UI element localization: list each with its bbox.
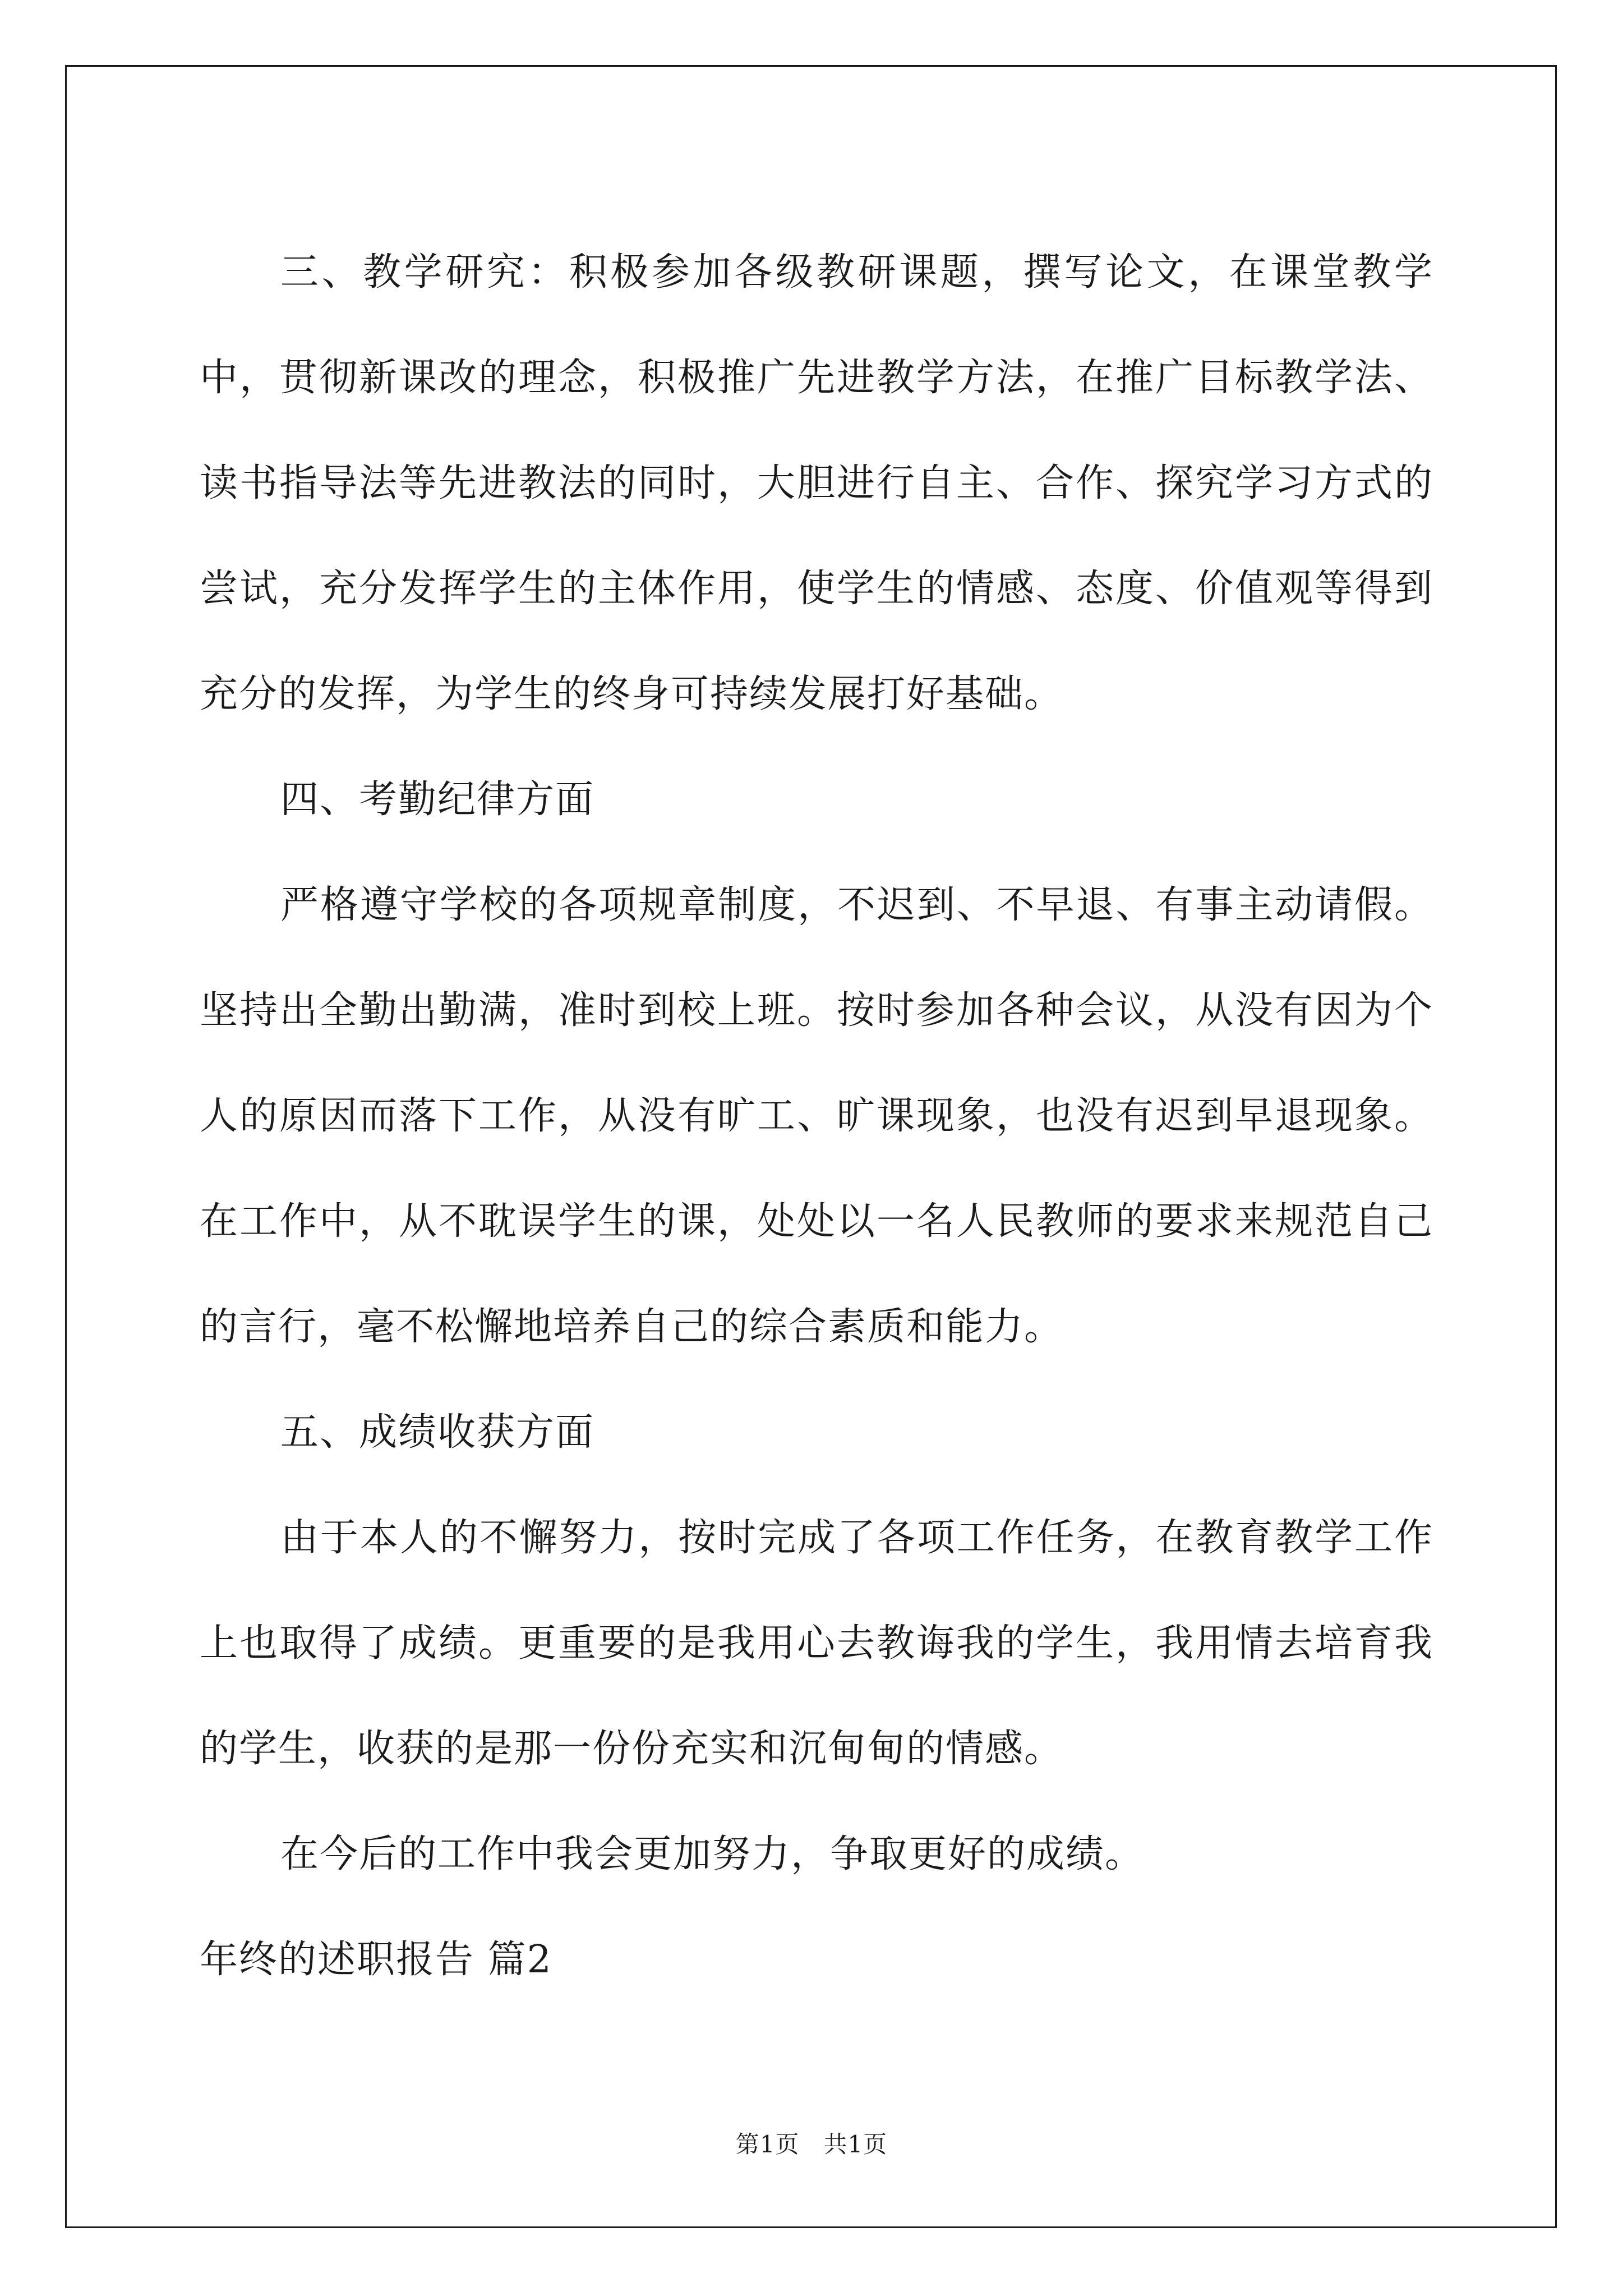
section-title-report-2: 年终的述职报告 篇2 [200,1938,552,1982]
document-body [200,220,1433,2013]
page-footer: 第1页 共1页 [735,2131,888,2158]
heading-achievements: 五、成绩收获方面 [280,1410,595,1455]
paragraph-closing: 在今后的工作中我会更加努力，争取更好的成绩。 [280,1832,1145,1876]
heading-attendance: 四、考勤纪律方面 [280,777,595,822]
paragraph-teaching-research: 三、教学研究：积极参加各级教研课题，撰写论文，在课堂教学中，贯彻新课改的理念，积极推广先进教学方法，在推广目标教学法、读书指导法等先进教法的同时，大胆进行自主、合作、探究学习方式的尝试，充分发挥学生的主体作用，使学生的情感、态度、价值观等得到充分的发挥，为学生的终身可持续发展打好基础。 [200,250,1433,716]
paragraph-achievements: 由于本人的不懈努力，按时完成了各项工作任务，在教育教学工作上也取得了成绩。更重要的是我用心去教诲我的学生，我用情去培育我的学生，收获的是那一份份充实和沉甸甸的情感。 [200,1516,1433,1771]
paragraph-attendance: 严格遵守学校的各项规章制度，不迟到、不早退、有事主动请假。坚持出全勤出勤满，准时到校上班。按时参加各种会议，从没有因为个人的原因而落下工作，从没有旷工、旷课现象，也没有迟到早退现象。在工作中，从不耽误学生的课，处处以一名人民教师的要求来规范自己的言行，毫不松懈地培养自己的综合素质和能力。 [200,883,1433,1349]
